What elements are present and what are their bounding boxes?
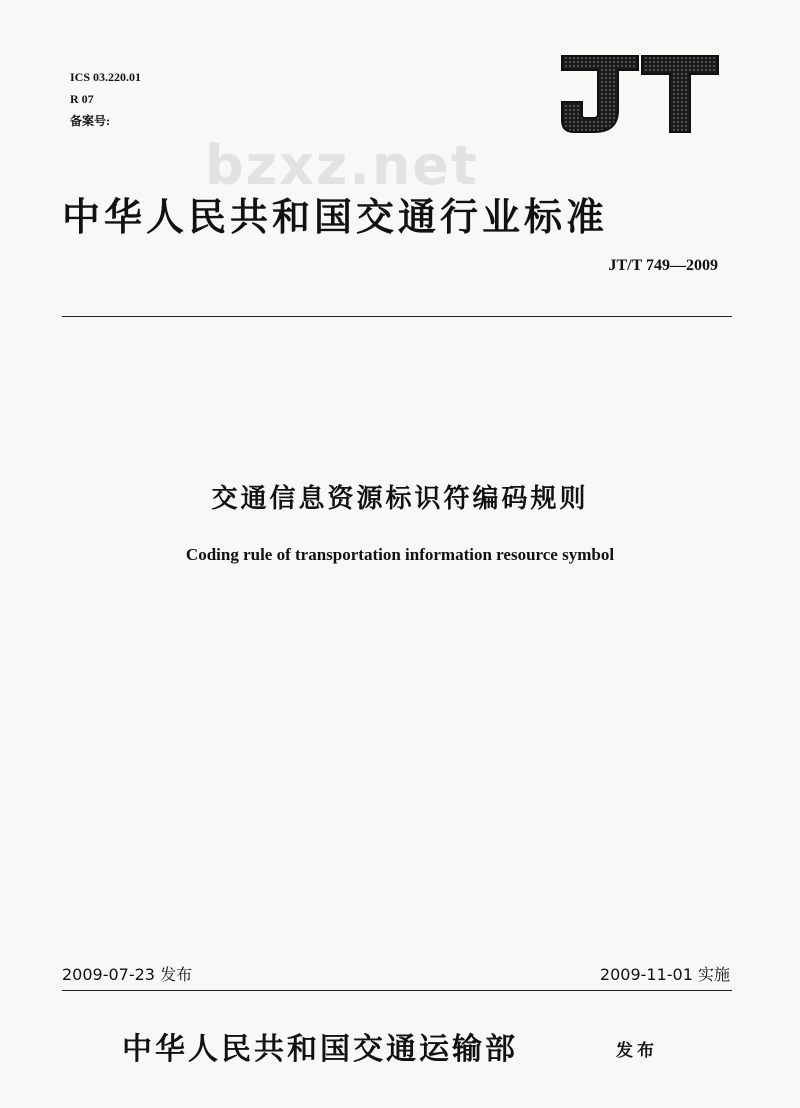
header-divider bbox=[62, 316, 732, 317]
document-title-cn: 交通信息资源标识符编码规则 bbox=[211, 484, 589, 514]
watermark: bzxz.net bbox=[205, 134, 479, 197]
category-code: R 07 bbox=[70, 92, 94, 106]
standard-metadata bbox=[70, 66, 141, 132]
issuing-authority: 中华人民共和国交通运输部 bbox=[122, 1032, 518, 1067]
document-title-en: Coding rule of transportation information resource symbol bbox=[185, 545, 615, 564]
standard-category-title: 中华人民共和国交通行业标准 bbox=[62, 195, 609, 239]
jt-logo bbox=[560, 52, 720, 136]
standard-code: JT/T 749—2009 bbox=[608, 257, 718, 274]
filing-number-label: 备案号: bbox=[70, 114, 110, 128]
footer-divider bbox=[62, 990, 732, 991]
issue-label: 发布 bbox=[616, 1041, 658, 1061]
ics-code: ICS 03.220.01 bbox=[70, 70, 142, 84]
publish-date: 2009-07-23 发布 bbox=[62, 965, 193, 984]
implement-date: 2009-11-01 实施 bbox=[599, 965, 730, 984]
